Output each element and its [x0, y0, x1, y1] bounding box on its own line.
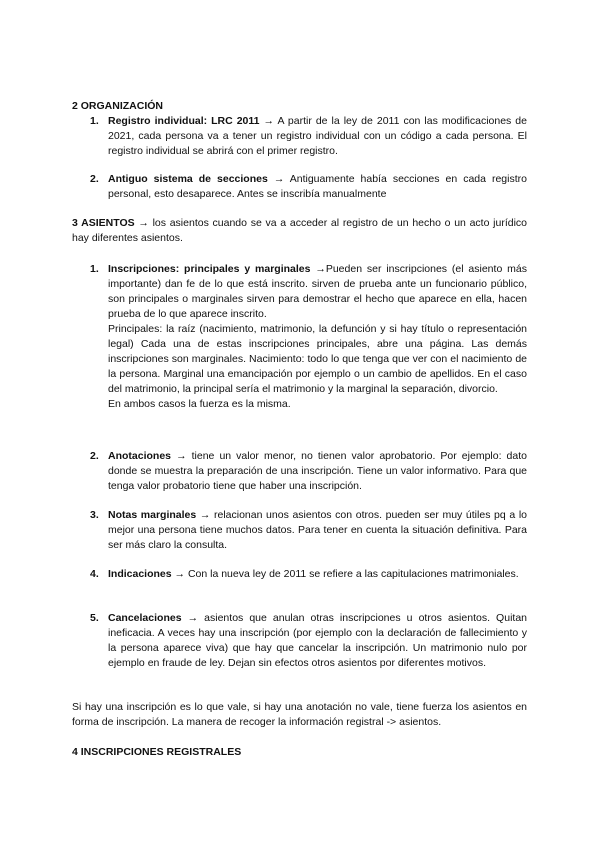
list-item [90, 262, 527, 412]
item-body [108, 449, 527, 494]
item-body [108, 114, 527, 159]
item-text: → Con la nueva ley de 2011 se refiere a las capitulaciones matrimoniales. [171, 568, 519, 580]
item-text: → A partir de la ley de 2011 con las modificaciones de 2021, cada persona va a tener un registro individual con un código a cada persona. El registro individual se abrirá con el primer registro. [108, 115, 527, 157]
item-title: Anotaciones [108, 450, 172, 462]
item-title: Cancelaciones [108, 612, 182, 624]
item-number: 1. [90, 115, 99, 127]
list-item [90, 114, 527, 159]
item-number: 3. [90, 509, 99, 521]
list-item [90, 567, 527, 582]
item-body [108, 567, 527, 582]
item-text: →Pueden ser inscripciones (el asiento más importante) dan fe de lo que está inscrito. sirven de prueba ante un funcionario público, son principales o marginales sirven para demostrar el hecho que aparece en ella, hacen prueba de lo que aparece inscrito. [108, 263, 527, 320]
item-text: → asientos que anulan otras inscripciones u otros asientos. Quitan ineficacia. A veces hay una inscripción (por ejemplo con la declaración de fallecimiento y la persona aparece viva) que hay que cancelar la inscripción. Un matrimonio nulo por ejemplo en fraude de ley. Dejan sin efectos otros asientos por diferentes motivos. [108, 612, 527, 669]
item-title: Registro individual: LRC 2011 [108, 115, 260, 127]
item-number: 4. [90, 568, 99, 580]
item-number: 1. [90, 263, 99, 275]
item-title: Indicaciones [108, 568, 172, 580]
item-body [108, 611, 527, 671]
section-asientos-intro [72, 216, 527, 246]
item-body [108, 508, 527, 553]
item-paragraph: En ambos casos la fuerza es la misma. [108, 398, 291, 410]
item-number: 2. [90, 173, 99, 185]
item-paragraph: Principales: la raíz (nacimiento, matrimonio, la defunción y si hay título o representación legal) Cada una de estas inscripciones principales, abre una página. Las demás inscripciones son marginales. Nacimiento: todo lo que tenga que ver con el nacimiento de la persona. Marginal una emancipación por ejemplo o un cambio de apellidos. En el caso del matrimonio, la principal sería el matrimonio y la marginal la separación, divorcio. [108, 323, 527, 395]
item-text: → Antiguamente había secciones en cada registro personal, esto desaparece. Antes se inscribía manualmente [108, 173, 527, 200]
section-heading-organizacion: 2 ORGANIZACIÓN [72, 100, 164, 112]
section-intro-text: → los asientos cuando se va a acceder al registro de un hecho o un acto jurídico hay diferentes asientos. [72, 217, 527, 244]
section-heading-asientos: 3 ASIENTOS [72, 217, 135, 229]
list-item [90, 449, 527, 494]
item-body [108, 172, 527, 202]
item-title: Notas marginales [108, 509, 197, 521]
item-title: Antiguo sistema de secciones [108, 173, 268, 185]
section-heading-inscripciones: 4 INSCRIPCIONES REGISTRALES [72, 746, 242, 758]
list-item [90, 508, 527, 553]
closing-paragraph: Si hay una inscripción es lo que vale, si hay una anotación no vale, tiene fuerza los asientos en forma de inscripción. La manera de recoger la información registral -> asientos. [72, 701, 527, 728]
item-body [108, 262, 527, 412]
item-number: 5. [90, 612, 99, 624]
list-item [90, 172, 527, 202]
item-number: 2. [90, 450, 99, 462]
item-title: Inscripciones: principales y marginales [108, 263, 311, 275]
list-item [90, 611, 527, 671]
item-text: → relacionan unos asientos con otros. pueden ser muy útiles pq a lo mejor una persona tiene muchos datos. Para tener en cuenta la situación definitiva. Para ser más claro la consulta. [108, 509, 527, 551]
item-text: → tiene un valor menor, no tienen valor aprobatorio. Por ejemplo: dato donde se muestra la preparación de una inscripción. Tiene un valor informativo. Para que tenga valor probatorio tiene que haber una inscripción. [108, 450, 527, 492]
